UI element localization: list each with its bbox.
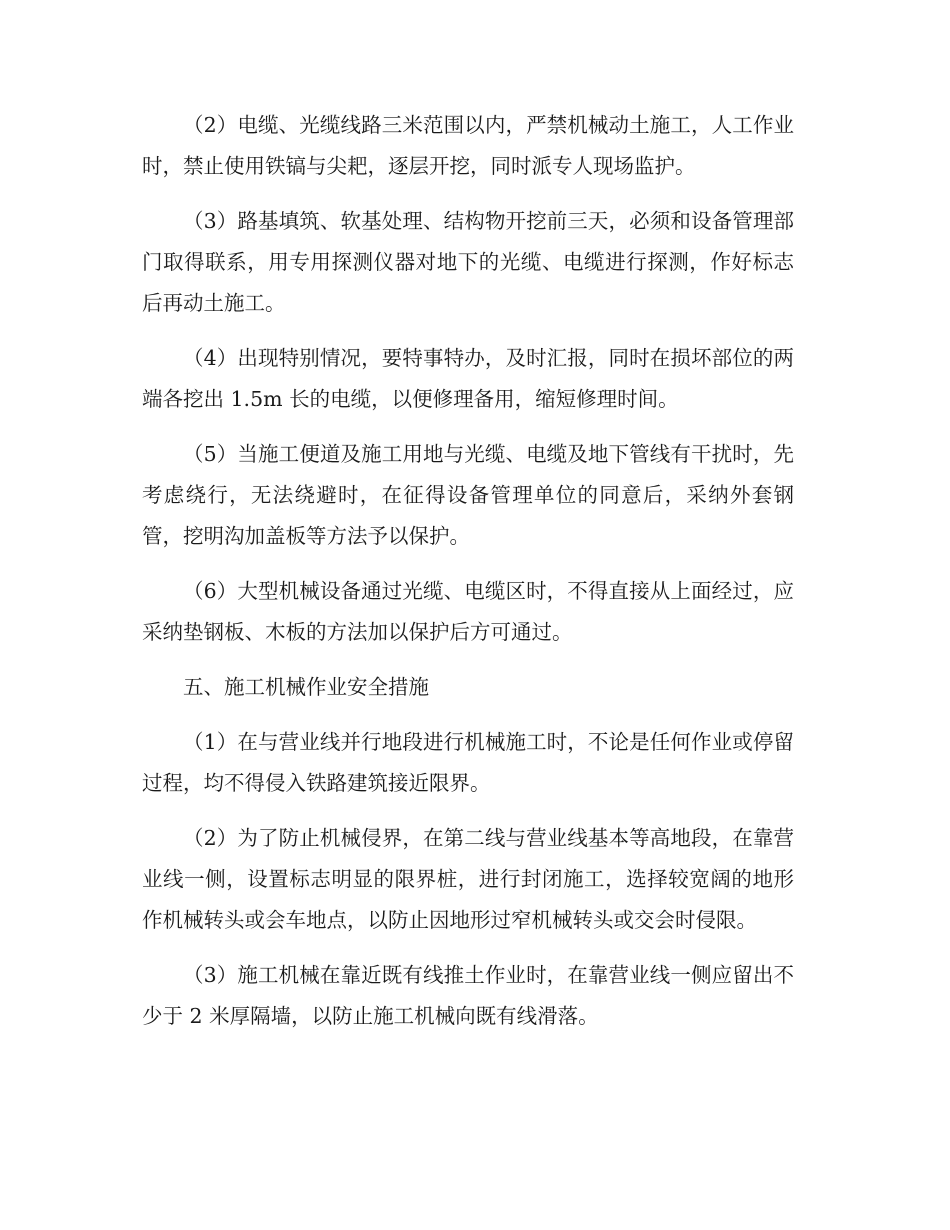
paragraph-item-5: （5）当施工便道及施工用地与光缆、电缆及地下管线有干扰时，先考虑绕行，无法绕避时，在征得设备管理单位的同意后，采纳外套钢管，挖明沟加盖板等方法予以保护。 xyxy=(142,442,794,548)
section-paragraph-2: （2）为了防止机械侵界，在第二线与营业线基本等高地段，在靠营业线一侧，设置标志明显的限界桩，进行封闭施工，选择较宽阔的地形作机械转头或会车地点，以防止因地形过窄机械转头或交会时侵限。 xyxy=(142,826,794,932)
paragraph-item-2: （2）电缆、光缆线路三米范围以内，严禁机械动土施工，人工作业时，禁止使用铁镐与尖耙，逐层开挖，同时派专人现场监护。 xyxy=(142,113,794,178)
paragraph-item-6: （6）大型机械设备通过光缆、电缆区时，不得直接从上面经过，应采纳垫钢板、木板的方法加以保护后方可通过。 xyxy=(142,579,794,644)
section-paragraph-3: （3）施工机械在靠近既有线推土作业时，在靠营业线一侧应留出不少于 2 米厚隔墙，以防止施工机械向既有线滑落。 xyxy=(142,963,794,1028)
section-paragraph-1: （1）在与营业线并行地段进行机械施工时，不论是任何作业或停留过程，均不得侵入铁路建筑接近限界。 xyxy=(142,730,794,795)
section-heading: 五、施工机械作业安全措施 xyxy=(183,675,429,699)
document-body xyxy=(142,105,794,1051)
paragraph-item-3: （3）路基填筑、软基处理、结构物开挖前三天，必须和设备管理部门取得联系，用专用探测仪器对地下的光缆、电缆进行探测，作好标志后再动土施工。 xyxy=(142,209,794,315)
paragraph-item-4: （4）出现特别情况，要特事特办，及时汇报，同时在损坏部位的两端各挖出 1.5m 长的电缆，以便修理备用，缩短修理时间。 xyxy=(142,346,794,411)
